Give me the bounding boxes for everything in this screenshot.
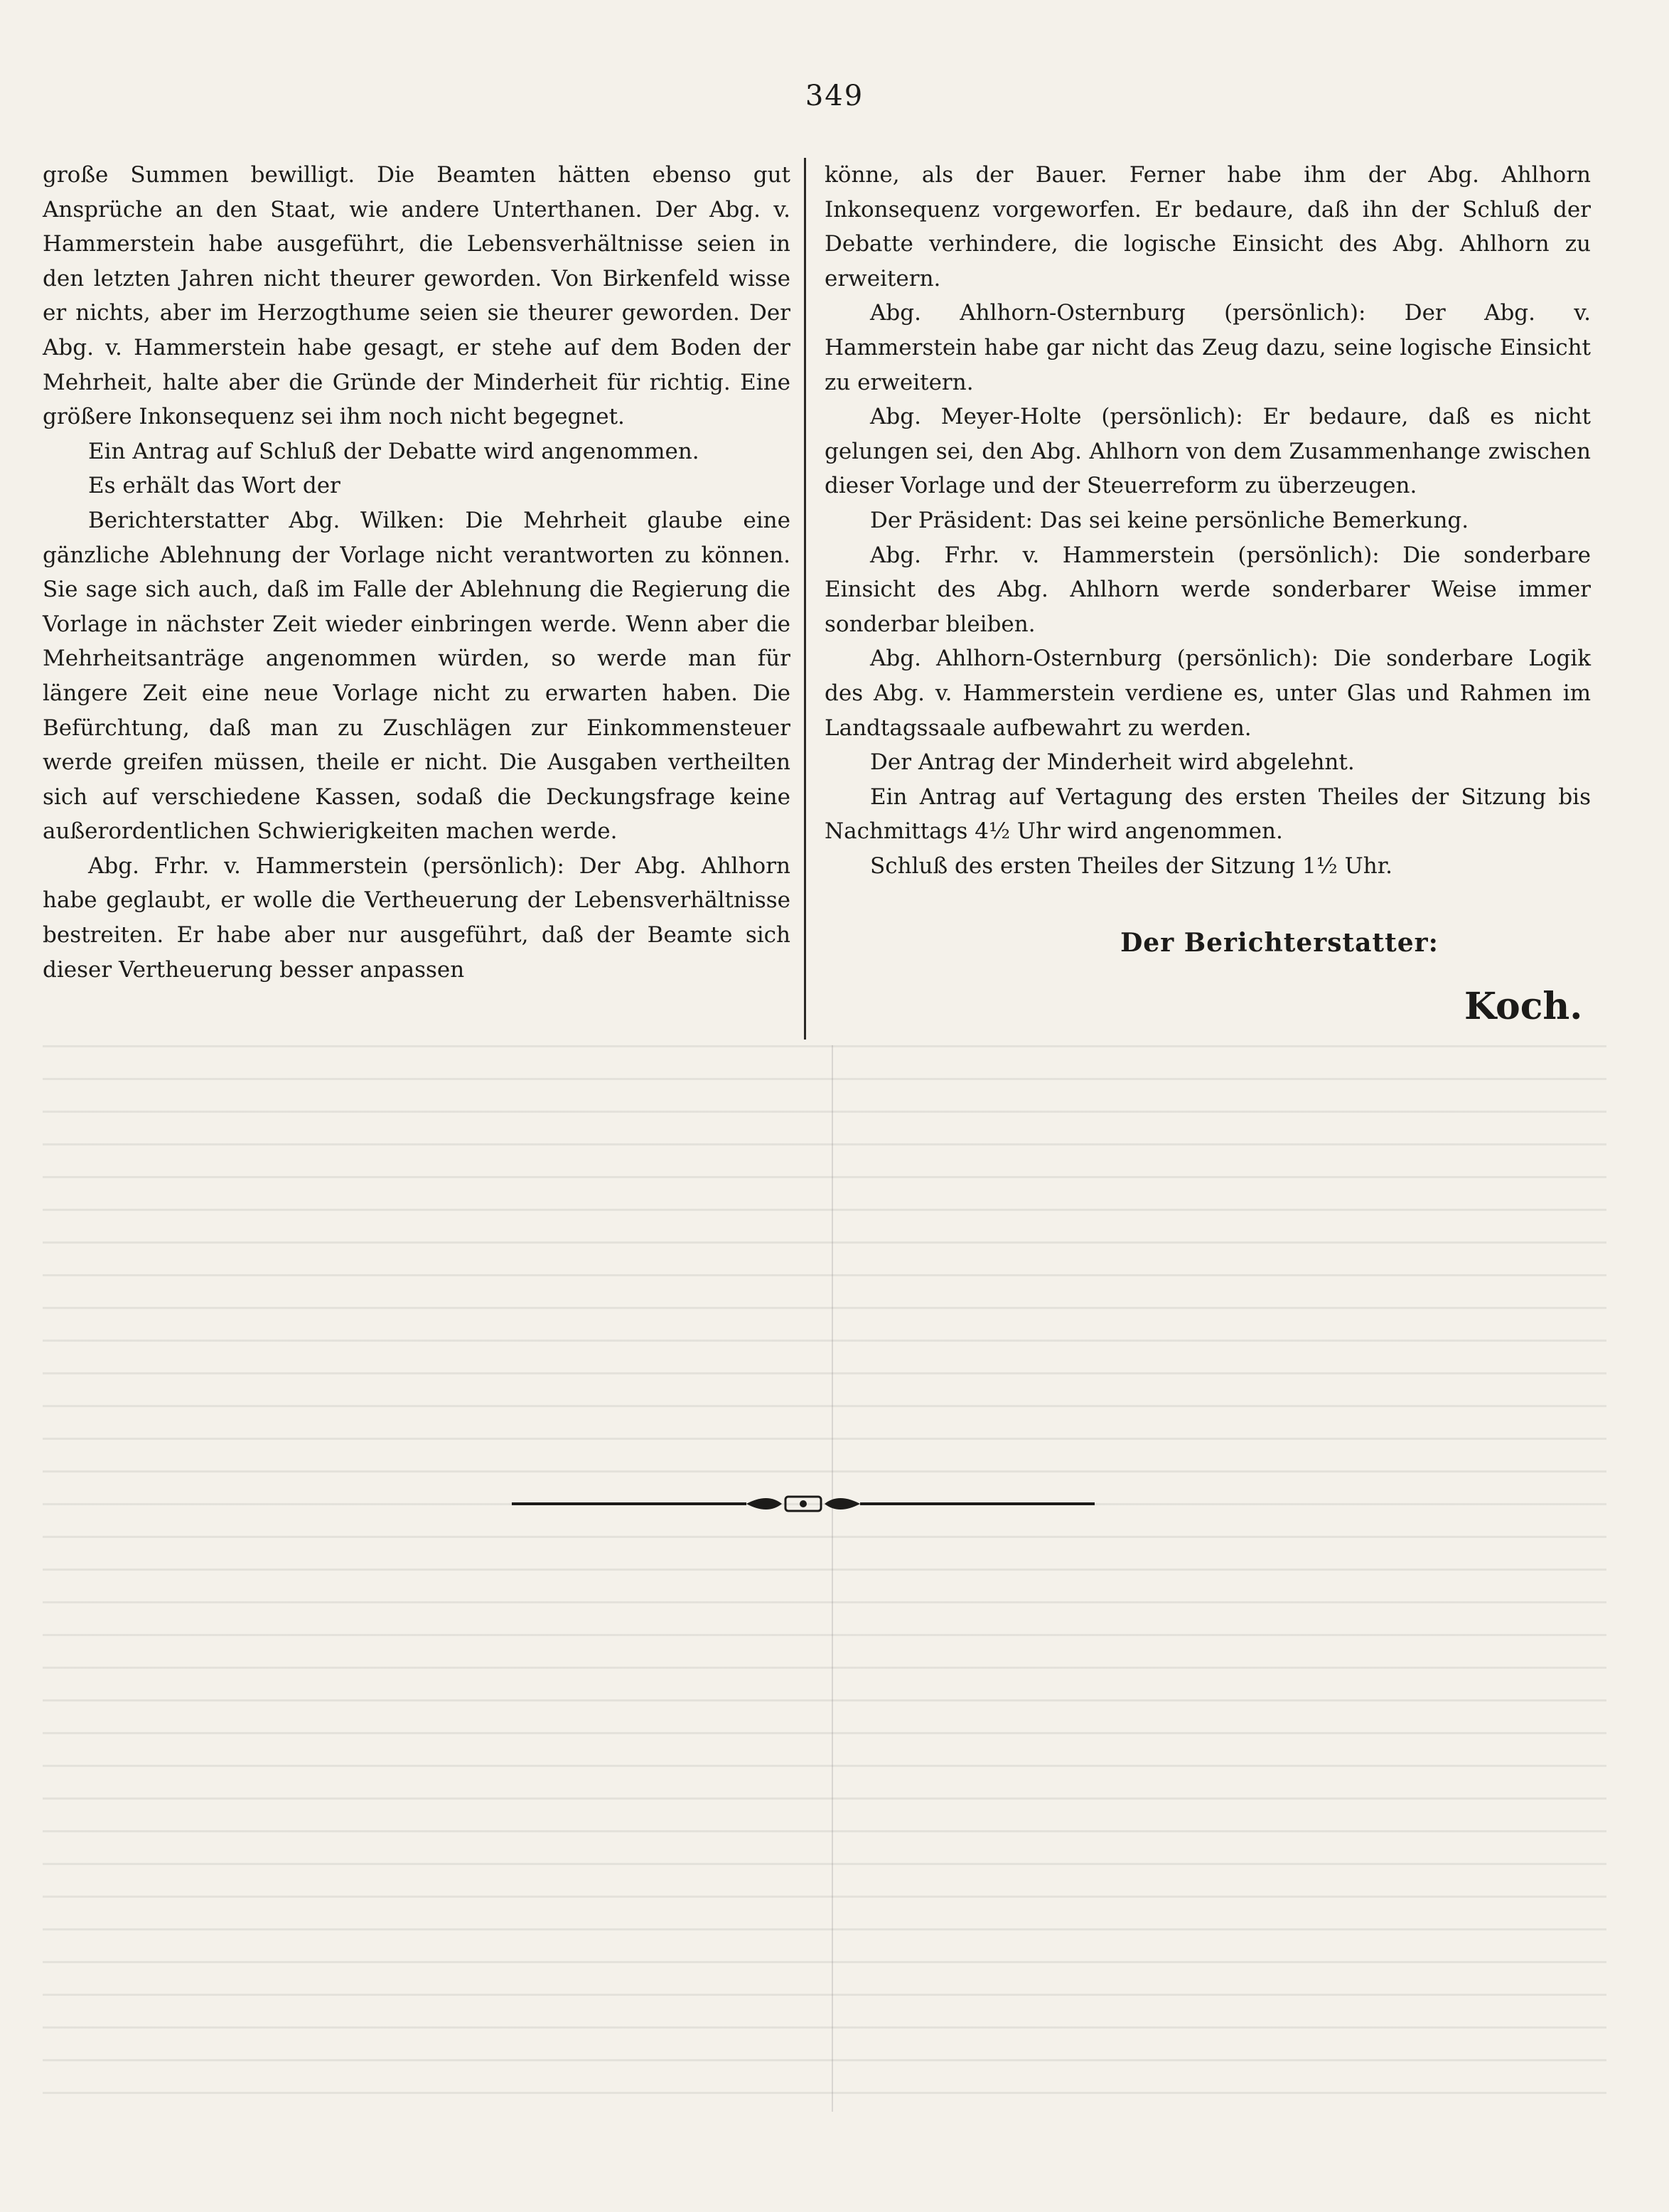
column-divider <box>804 158 806 1040</box>
right-paragraph-3: Abg. Meyer-Holte (persönlich): Er bedaure, daß es nicht gelungen sei, den Abg. Ahlhorn von dem Zusammenhange zwischen dieser Vorlage und der Steuerreform zu überzeugen. <box>825 404 1591 499</box>
right-paragraph-4: Der Präsident: Das sei keine persönliche Bemerkung. <box>870 507 1469 533</box>
right-paragraph-1: könne, als der Bauer. Ferner habe ihm der Abg. Ahlhorn Inkonsequenz vorgeworfen. Er bedaure, daß ihn der Schluß der Debatte verhindere, die logische Einsicht des Abg. Ahlhorn zu erweitern. <box>825 162 1591 292</box>
left-paragraph-3: Es erhält das Wort der <box>88 473 340 499</box>
signature-name: Koch. <box>1464 985 1583 1028</box>
left-paragraph-5: Abg. Frhr. v. Hammerstein (persönlich): Der Abg. Ahlhorn habe geglaubt, er wolle die Vertheuerung der Lebensverhältnisse bestreiten. Er habe aber nur ausgeführt, daß der Beamte sich dieser Vertheuerung besser anpassen <box>43 853 790 983</box>
right-paragraph-7: Der Antrag der Minderheit wird abgelehnt. <box>870 749 1355 776</box>
show-through-divider <box>832 1045 833 2112</box>
show-through-background <box>43 1045 1606 2112</box>
page-number: 349 <box>805 80 864 112</box>
signature-title: Der Berichterstatter: <box>1120 928 1439 958</box>
right-column <box>825 158 1591 883</box>
ornament-divider-icon <box>512 1490 1095 1518</box>
right-paragraph-9: Schluß des ersten Theiles der Sitzung 1½ Uhr. <box>870 853 1392 879</box>
left-paragraph-2: Ein Antrag auf Schluß der Debatte wird angenommen. <box>88 438 699 464</box>
right-paragraph-2: Abg. Ahlhorn-Osternburg (persönlich): Der Abg. v. Hammerstein habe gar nicht das Zeug dazu, seine logische Einsicht zu erweitern. <box>825 300 1591 395</box>
right-paragraph-8: Ein Antrag auf Vertagung des ersten Theiles der Sitzung bis Nachmittags 4½ Uhr wird angenommen. <box>825 784 1591 845</box>
right-paragraph-5: Abg. Frhr. v. Hammerstein (persönlich): Die sonderbare Einsicht des Abg. Ahlhorn werde sonderbarer Weise immer sonderbar bleiben. <box>825 542 1591 637</box>
left-paragraph-4: Berichterstatter Abg. Wilken: Die Mehrheit glaube eine gänzliche Ablehnung der Vorlage nicht verantworten zu können. Sie sage sich auch, daß im Falle der Ablehnung die Regierung die Vorlage in nächster Zeit wieder einbringen werde. Wenn aber die Mehrheitsanträge angenommen würden, so werde man für längere Zeit eine neue Vorlage nicht zu erwarten haben. Die Befürchtung, daß man zu Zuschlägen zur Einkommensteuer werde greifen müssen, theile er nicht. Die Ausgaben vertheilten sich auf verschiedene Kassen, sodaß die Deckungsfrage keine außerordentlichen Schwierigkeiten machen werde. <box>43 507 790 845</box>
left-column <box>43 158 790 987</box>
left-paragraph-1: große Summen bewilligt. Die Beamten hätten ebenso gut Ansprüche an den Staat, wie andere Unterthanen. Der Abg. v. Hammerstein habe ausgeführt, die Lebensverhältnisse seien in den letzten Jahren nicht theurer geworden. Von Birkenfeld wisse er nichts, aber im Herzogthume seien sie theurer geworden. Der Abg. v. Hammerstein habe gesagt, er stehe auf dem Boden der Mehrheit, halte aber die Gründe der Minderheit für richtig. Eine größere Inkonsequenz sei ihm noch nicht begegnet. <box>43 162 790 430</box>
right-paragraph-6: Abg. Ahlhorn-Osternburg (persönlich): Die sonderbare Logik des Abg. v. Hammerstein verdiene es, unter Glas und Rahmen im Landtagssaale aufbewahrt zu werden. <box>825 646 1591 741</box>
